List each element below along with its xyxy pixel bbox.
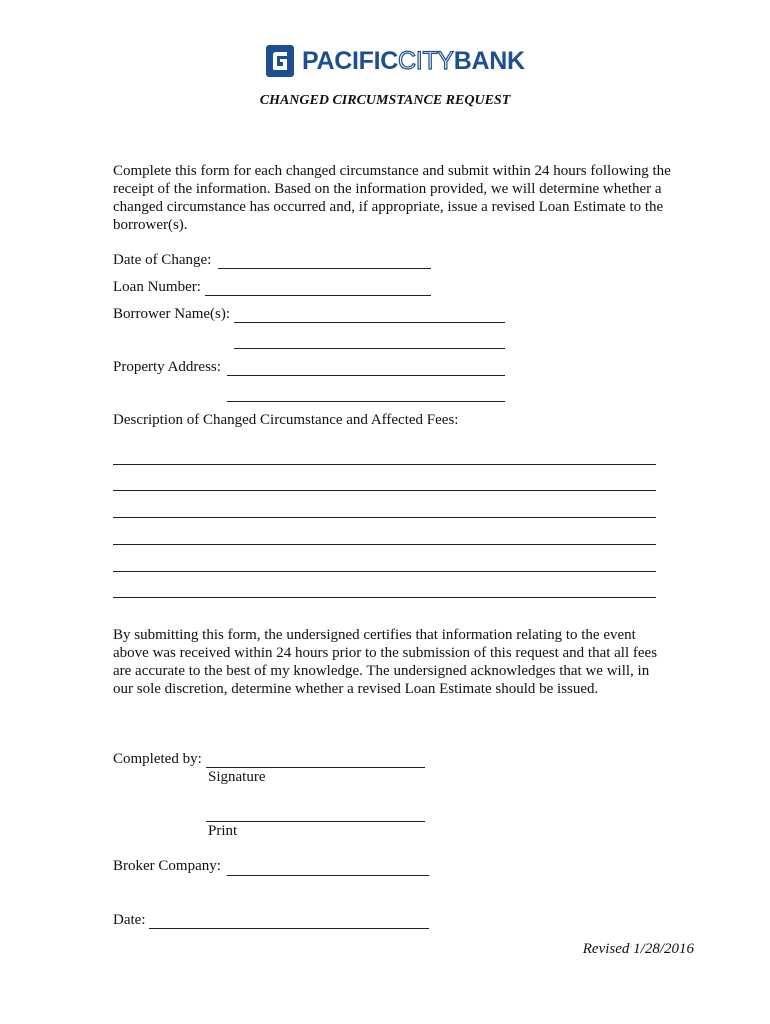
borrower-names-label: Borrower Name(s): [113,306,231,322]
intro-paragraph [113,162,673,234]
print-name-field[interactable] [206,821,425,822]
description-line[interactable] [113,597,656,598]
logo-city: CITY [398,46,454,75]
logo-pacific: PACIFIC [302,46,399,75]
intro-text: Complete this form for each changed circumstance and submit within 24 hours following the receipt of the information. Based on the information provided, we will determine whether a changed circumstance has occurred and, if appropriate, issue a revised Loan Estimate to the borrower(s). [113,163,671,233]
signature-field[interactable] [206,767,425,768]
date-field[interactable] [149,928,429,929]
broker-company-field[interactable] [227,875,429,876]
date-of-change-label: Date of Change: [113,252,212,268]
date-of-change-field[interactable] [218,268,431,269]
description-label: Description of Changed Circumstance and Affected Fees: [113,412,459,428]
print-caption: Print [208,823,238,839]
bank-logo-wordmark [302,47,525,76]
bank-logo-icon [266,45,294,77]
property-address-field-2[interactable] [227,401,505,402]
description-line[interactable] [113,490,656,491]
description-line[interactable] [113,571,656,572]
logo-bank: BANK [453,46,525,75]
description-line[interactable] [113,544,656,545]
borrower-names-field-2[interactable] [234,348,505,349]
date-label: Date: [113,912,146,928]
loan-number-label: Loan Number: [113,279,201,295]
description-line[interactable] [113,464,656,465]
signature-caption: Signature [208,769,266,785]
property-address-label: Property Address: [113,359,221,375]
broker-company-label: Broker Company: [113,858,221,874]
form-title: CHANGED CIRCUMSTANCE REQUEST [259,93,511,108]
bank-logo [266,44,525,78]
description-line[interactable] [113,517,656,518]
borrower-names-field-1[interactable] [234,322,505,323]
loan-number-field[interactable] [205,295,431,296]
certification-paragraph: By submitting this form, the undersigned certifies that information relating to the event above was received within 24 hours prior to the submission of this request and that all fees are accurate to the best of my knowledge. The undersigned acknowledges that we will, in our sole discretion, determine whether a revised Loan Estimate should be issued. [113,627,658,697]
completed-by-label: Completed by: [113,751,202,767]
revision-date: Revised 1/28/2016 [582,941,694,957]
property-address-field-1[interactable] [227,375,505,376]
